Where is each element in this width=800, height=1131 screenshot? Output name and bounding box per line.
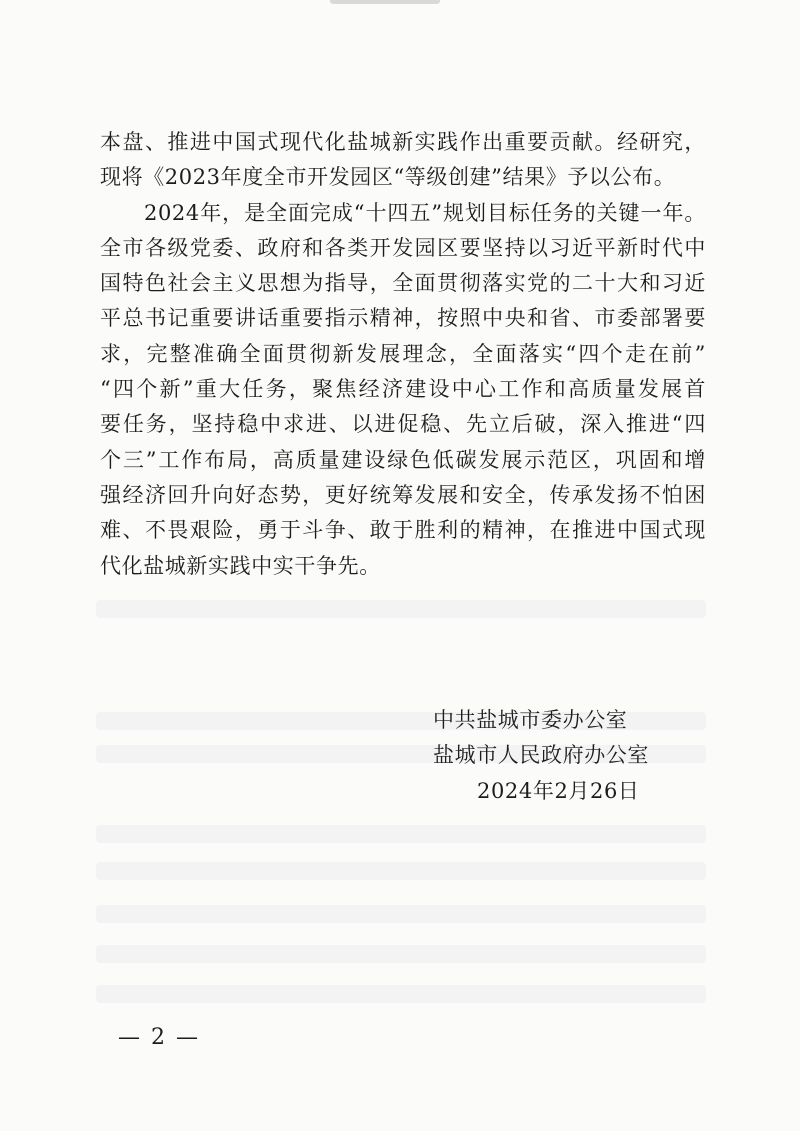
paragraph-line: 求，完整准确全面贯彻新发展理念，全面落实“四个走在前” — [100, 341, 706, 366]
paragraph-line: 难、不畏艰险，勇于斗争、敢于胜利的精神，在推进中国式现 — [100, 518, 706, 543]
show-through-mark — [96, 862, 706, 880]
paragraph-line: 强经济回升向好态势，更好统筹发展和安全，传承发扬不怕困 — [100, 482, 706, 507]
paragraph-line: 全市各级党委、政府和各类开发园区要坚持以习近平新时代中 — [100, 235, 706, 260]
signature-block — [433, 703, 713, 809]
show-through-mark — [96, 905, 706, 923]
paragraph-line: “四个新”重大任务，聚焦经济建设中心工作和高质量发展首 — [100, 377, 706, 402]
body-text — [100, 125, 706, 584]
show-through-mark — [96, 600, 706, 618]
issuing-org-party-office: 中共盐城市委办公室 — [433, 708, 628, 732]
paragraph-line: 个三”工作布局，高质量建设绿色低碳发展示范区，巩固和增 — [100, 447, 706, 472]
paragraph-line: 2024年，是全面完成“十四五”规划目标任务的关键一年。 — [144, 200, 706, 225]
paragraph-line: 本盘、推进中国式现代化盐城新实践作出重要贡献。经研究， — [100, 130, 706, 154]
paragraph-line: 代化盐城新实践中实干争先。 — [100, 553, 381, 578]
paragraph-line: 现将《2023年度全市开发园区“等级创建”结果》予以公布。 — [100, 165, 676, 190]
paragraph-line: 平总书记重要讲话重要指示精神，按照中央和省、市委部署要 — [100, 306, 706, 331]
show-through-mark — [96, 945, 706, 963]
show-through-mark — [96, 825, 706, 843]
paragraph-line: 国特色社会主义思想为指导，全面贯彻落实党的二十大和习近 — [100, 271, 706, 296]
page-number: — 2 — — [118, 1025, 200, 1050]
scan-top-mark — [330, 0, 440, 4]
issuing-org-government-office: 盐城市人民政府办公室 — [433, 743, 649, 768]
issue-date: 2024年2月26日 — [477, 778, 640, 803]
paragraph-line: 要任务，坚持稳中求进、以进促稳、先立后破，深入推进“四 — [100, 412, 706, 437]
show-through-mark — [96, 985, 706, 1003]
